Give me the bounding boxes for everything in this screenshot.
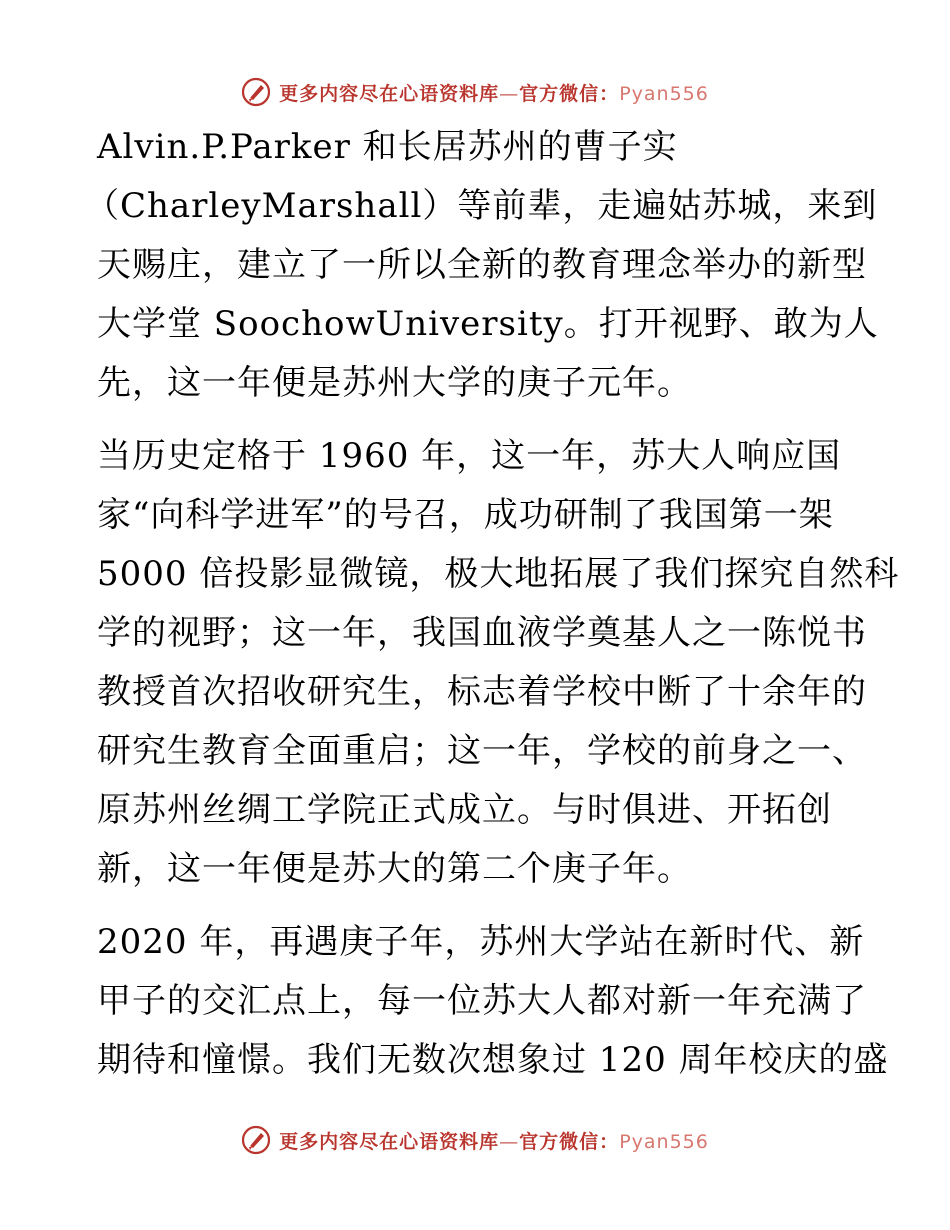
text-line: 教授首次招收研究生，标志着学校中断了十余年的: [97, 672, 867, 712]
text-line: 家“向科学进军”的号召，成功研制了我国第一架: [97, 495, 834, 535]
banner-official-label: 官方微信：: [519, 82, 620, 105]
banner-text: [279, 1127, 709, 1154]
text-line: （CharleyMarshall）等前辈，走遍姑苏城，来到: [85, 186, 878, 226]
banner-wechat-id: Pyan556: [619, 1130, 709, 1153]
text-line: 甲子的交汇点上，每一位苏大人都对新一年充满了: [97, 981, 867, 1021]
text-line: 天赐庄，建立了一所以全新的教育理念举办的新型: [97, 245, 867, 285]
text-line: 新，这一年便是苏大的第二个庚子年。: [97, 849, 692, 889]
text-line: 2020 年，再遇庚子年，苏州大学站在新时代、新: [97, 922, 865, 962]
paragraph: [97, 427, 900, 899]
text-line: 期待和憧憬。我们无数次想象过 120 周年校庆的盛: [97, 1040, 889, 1080]
banner-dash: —: [499, 82, 520, 105]
header-watermark: [0, 72, 950, 112]
document-body: [85, 118, 900, 1090]
text-line: 5000 倍投影显微镜，极大地拓展了我们探究自然科: [97, 554, 900, 594]
text-line: 研究生教育全面重启；这一年，学校的前身之一、: [97, 731, 867, 771]
text-line: 学的视野；这一年，我国血液学奠基人之一陈悦书: [97, 613, 867, 653]
banner-text: [279, 79, 709, 106]
banner-official-label: 官方微信：: [519, 1130, 620, 1153]
banner-wechat-id: Pyan556: [619, 82, 709, 105]
banner-main-text: 更多内容尽在心语资料库: [279, 1130, 500, 1153]
banner-main-text: 更多内容尽在心语资料库: [279, 82, 500, 105]
footer-watermark: [0, 1120, 950, 1160]
paragraph: [85, 118, 879, 413]
text-line: 原苏州丝绸工学院正式成立。与时俱进、开拓创: [97, 790, 832, 830]
logo-icon: [241, 1125, 271, 1155]
text-line: 先，这一年便是苏州大学的庚子元年。: [97, 363, 692, 403]
text-line: Alvin.P.Parker 和长居苏州的曹子实: [97, 127, 678, 167]
logo-icon: [241, 77, 271, 107]
text-line: 当历史定格于 1960 年，这一年，苏大人响应国: [97, 436, 842, 476]
banner-dash: —: [499, 1130, 520, 1153]
text-line: 大学堂 SoochowUniversity。打开视野、敢为人: [97, 304, 879, 344]
paragraph: [97, 913, 889, 1090]
